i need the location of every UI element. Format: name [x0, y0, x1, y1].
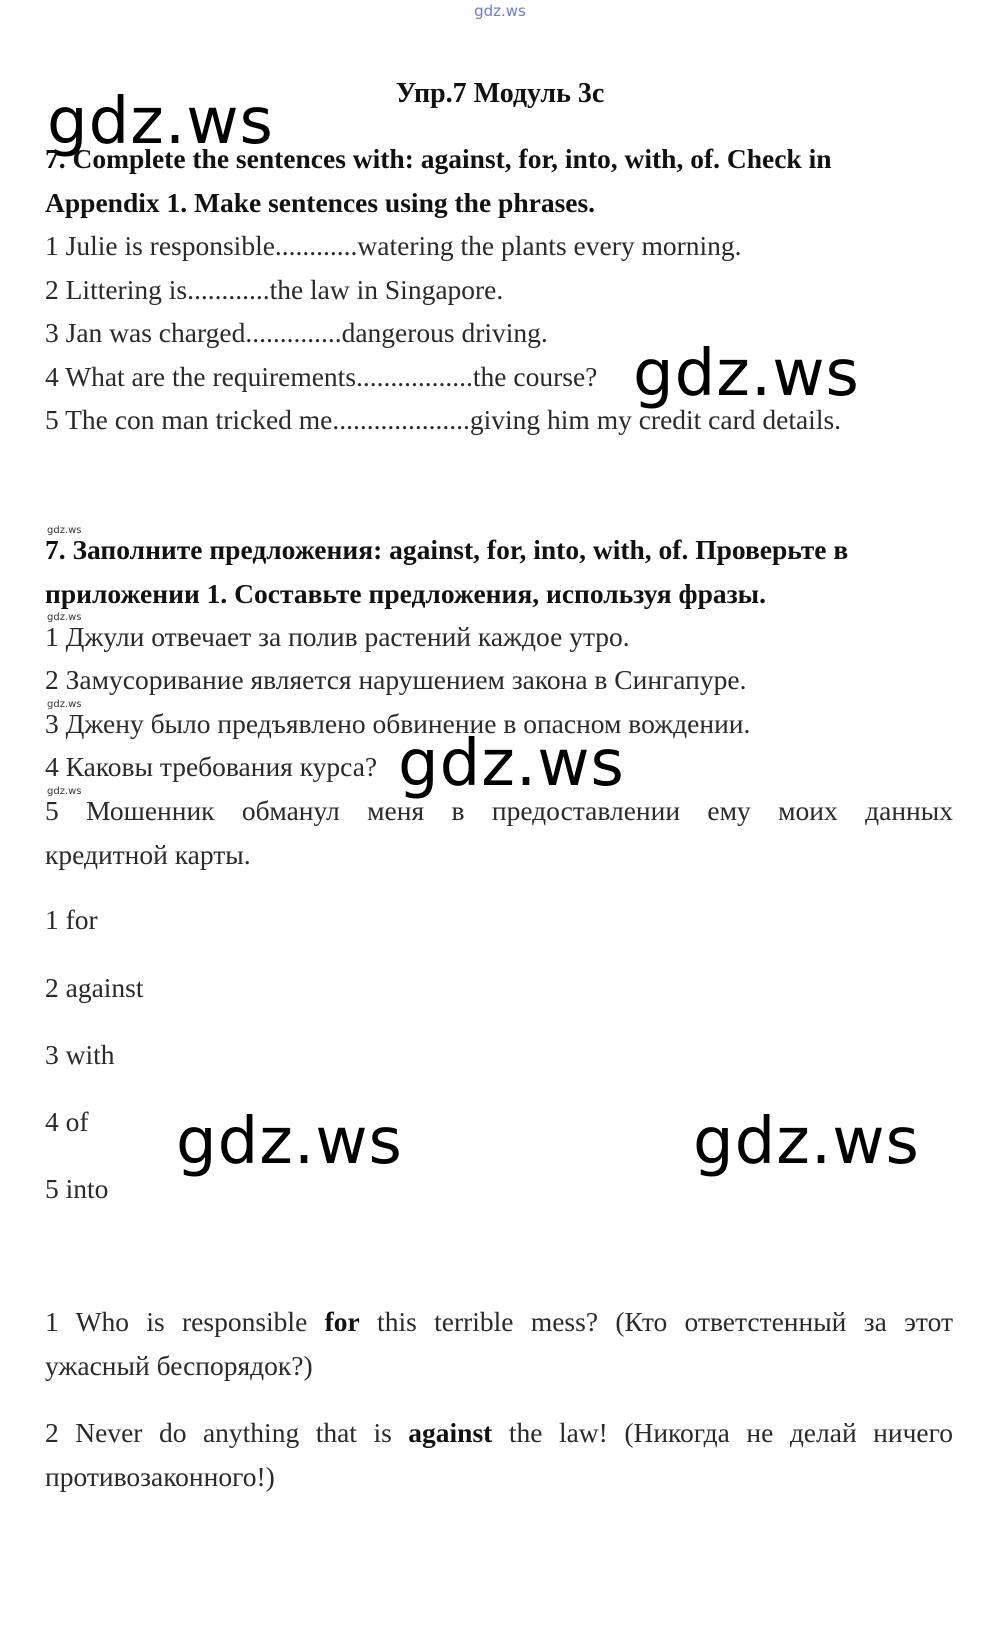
- watermark: gdz.ws: [398, 727, 625, 801]
- watermark: gdz.ws: [633, 337, 860, 411]
- watermark: gdz.ws: [693, 1105, 920, 1179]
- task-ru-sentence: 4 Каковы требования курса?: [45, 751, 378, 782]
- task-en-sentence: 1 Julie is responsible............watering the plants every morning.: [45, 230, 742, 261]
- example-sentence-continued: противозаконного!): [45, 1461, 275, 1492]
- watermark-small: gdz.ws: [47, 699, 82, 710]
- watermark-top: gdz.ws: [474, 2, 526, 20]
- example-preposition: against: [408, 1417, 493, 1448]
- answer-item: 4 of: [45, 1106, 89, 1137]
- task-en-sentence: 3 Jan was charged..............dangerous driving.: [45, 317, 548, 348]
- task-ru-sentence: 5 Мошенник обманул меня в предоставлении ему моих данных: [45, 795, 953, 826]
- task-ru-sentence: 1 Джули отвечает за полив растений каждое утро.: [45, 621, 630, 652]
- answer-item: 3 with: [45, 1039, 115, 1070]
- example-preposition: for: [324, 1306, 360, 1337]
- example-sentence: 2 Never do anything that is against the law! (Никогда не делай ничего: [45, 1417, 953, 1448]
- watermark-small: gdz.ws: [47, 786, 82, 797]
- watermark-small: gdz.ws: [47, 525, 82, 536]
- task-ru-heading-line2: приложении 1. Составьте предложения, используя фразы.: [45, 578, 767, 609]
- task-en-sentence: 4 What are the requirements.................the course?: [45, 361, 598, 392]
- watermark: gdz.ws: [47, 85, 274, 159]
- task-en-heading-line1: 7. Complete the sentences with: against, for, into, with, of. Check in: [45, 143, 832, 174]
- answer-item: 5 into: [45, 1173, 109, 1204]
- task-ru-sentence: 3 Джену было предъявлено обвинение в опасном вождении.: [45, 708, 751, 739]
- example-sentence: 1 Who is responsible for this terrible mess? (Кто ответстенный за этот: [45, 1306, 953, 1337]
- answer-item: 1 for: [45, 904, 98, 935]
- task-en-heading-line2: Appendix 1. Make sentences using the phrases.: [45, 187, 596, 218]
- watermark-small: gdz.ws: [47, 612, 82, 623]
- page-title: Упр.7 Модуль 3с: [395, 78, 605, 109]
- example-sentence-continued: ужасный беспорядок?): [45, 1350, 313, 1381]
- task-ru-heading-line1: 7. Заполните предложения: against, for, into, with, of. Проверьте в: [45, 534, 849, 565]
- task-ru-sentence-continued: кредитной карты.: [45, 839, 251, 870]
- task-en-sentence: 2 Littering is............the law in Singapore.: [45, 274, 504, 305]
- watermark: gdz.ws: [176, 1105, 403, 1179]
- task-ru-sentence: 2 Замусоривание является нарушением закона в Сингапуре.: [45, 664, 747, 695]
- answer-item: 2 against: [45, 972, 144, 1003]
- task-en-sentence: 5 The con man tricked me....................giving him my credit card details.: [45, 404, 842, 435]
